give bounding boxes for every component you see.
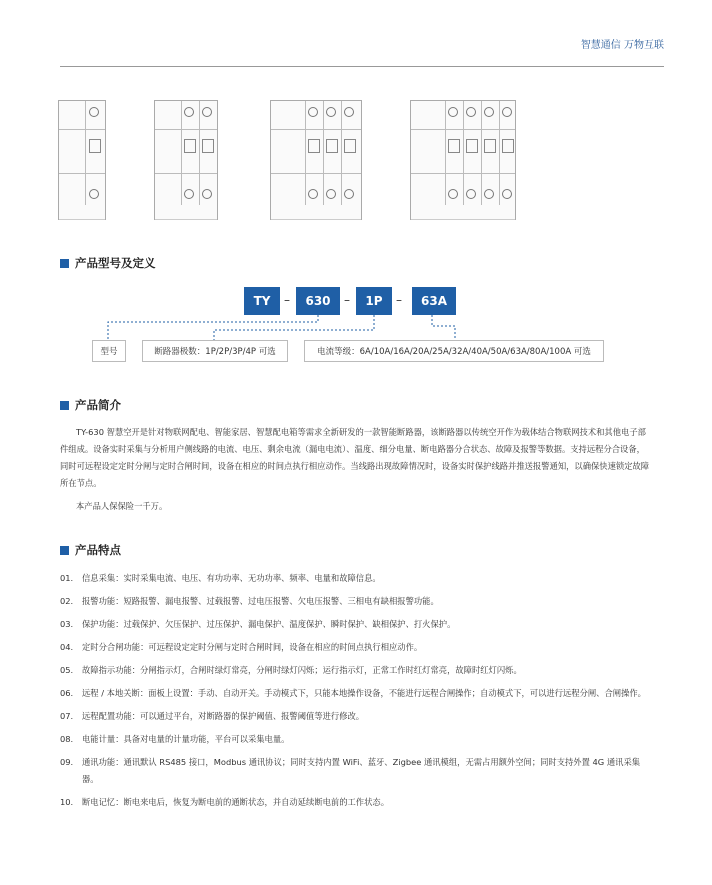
section-marker bbox=[60, 259, 69, 268]
feature-number: 10. bbox=[60, 797, 74, 807]
list-item bbox=[60, 754, 652, 788]
feature-number: 06. bbox=[60, 688, 74, 698]
breaker-drawing-4p bbox=[410, 100, 516, 220]
feature-text: 定时分合闸功能：可远程设定定时分闸与定时合闸时间，设备在相应的时间点执行相应动作。 bbox=[82, 642, 423, 652]
model-separator: – bbox=[284, 293, 290, 307]
list-item bbox=[60, 794, 652, 811]
feature-number: 01. bbox=[60, 573, 74, 583]
feature-list bbox=[60, 570, 652, 817]
feature-text: 远程 / 本地关断：面板上设置：手动、自动开关。手动模式下，只能本地操作设备，不能进行远程合闸操作；自动模式下，可以进行远程分闸、合闸操作。 bbox=[82, 688, 646, 698]
section-marker bbox=[60, 401, 69, 410]
feature-text: 信息采集：实时采集电流、电压、有功功率、无功功率、频率、电量和故障信息。 bbox=[82, 573, 381, 583]
feature-text: 故障指示功能：分闸指示灯，合闸时绿灯常亮，分闸时绿灯闪烁；运行指示灯，正常工作时红灯常亮，故障时红灯闪烁。 bbox=[82, 665, 522, 675]
feature-text: 报警功能：短路报警、漏电报警、过载报警、过电压报警、欠电压报警、三相电有缺相报警功能。 bbox=[82, 596, 439, 606]
feature-text: 电能计量：具备对电量的计量功能，平台可以采集电量。 bbox=[82, 734, 290, 744]
feature-text: 通讯功能：通讯默认 RS485 接口，Modbus 通讯协议；同时支持内置 WiFi、蓝牙、Zigbee 通讯模组，无需占用额外空间；同时支持外置 4G 通讯采集器。 bbox=[82, 757, 641, 784]
intro-paragraph-1: TY-630 智慧空开是针对物联网配电、智能家居、智慧配电箱等需求全新研发的一款智能断路器，该断路器以传统空开作为载体结合物联网技术和其他电子部件组成。设备实时采集与分析用户侧线路的电流、电压、剩余电流（漏电电流）、温度、细分电量、断电路器分合状态、故障及报警等数据。支持远程分合设备，同时可远程设定定时分闸与定时合闸时间，设备在相应的时间点执行相应动作。当线路出现故障情况时，设备实时保护线路并推送报警通知，以确保快速锁定故障所在节点。 bbox=[60, 427, 650, 488]
list-item bbox=[60, 685, 652, 702]
intro-paragraph-2: 本产品人保保险一千万。 bbox=[76, 501, 168, 511]
model-part-series: TY bbox=[244, 287, 280, 315]
definition-current: 电流等级：6A/10A/16A/20A/25A/32A/40A/50A/63A/80A/100A 可选 bbox=[304, 340, 604, 362]
list-item bbox=[60, 731, 652, 748]
list-item bbox=[60, 593, 652, 610]
feature-number: 07. bbox=[60, 711, 74, 721]
model-part-current: 63A bbox=[412, 287, 456, 315]
model-part-poles: 1P bbox=[356, 287, 392, 315]
model-part-number: 630 bbox=[296, 287, 340, 315]
header-divider bbox=[60, 66, 664, 67]
feature-text: 保护功能：过载保护、欠压保护、过压保护、漏电保护、温度保护、瞬时保护、缺相保护、打火保护。 bbox=[82, 619, 456, 629]
feature-text: 断电记忆：断电来电后，恢复为断电前的通断状态，并自动延续断电前的工作状态。 bbox=[82, 797, 389, 807]
section-marker bbox=[60, 546, 69, 555]
section-title-features bbox=[60, 542, 121, 558]
list-item bbox=[60, 570, 652, 587]
feature-number: 05. bbox=[60, 665, 74, 675]
breaker-drawing-2p bbox=[154, 100, 218, 220]
section-title-model-text: 产品型号及定义 bbox=[75, 256, 156, 270]
model-separator: – bbox=[344, 293, 350, 307]
section-title-intro-text: 产品简介 bbox=[75, 398, 121, 412]
feature-text: 远程配置功能：可以通过平台，对断路器的保护阈值、报警阈值等进行修改。 bbox=[82, 711, 365, 721]
definition-model-label: 型号 bbox=[92, 340, 126, 362]
model-separator: – bbox=[396, 293, 402, 307]
feature-number: 08. bbox=[60, 734, 74, 744]
list-item bbox=[60, 616, 652, 633]
section-title-intro bbox=[60, 397, 121, 413]
list-item bbox=[60, 708, 652, 725]
header-tag: 智慧通信 万物互联 bbox=[580, 40, 664, 51]
section-title-model bbox=[60, 255, 156, 271]
feature-number: 09. bbox=[60, 757, 74, 767]
feature-number: 04. bbox=[60, 642, 74, 652]
feature-number: 02. bbox=[60, 596, 74, 606]
breaker-drawing-3p bbox=[270, 100, 362, 220]
feature-number: 03. bbox=[60, 619, 74, 629]
intro-text bbox=[60, 424, 652, 515]
breaker-drawings bbox=[58, 100, 528, 225]
list-item bbox=[60, 639, 652, 656]
definition-poles: 断路器极数：1P/2P/3P/4P 可选 bbox=[142, 340, 288, 362]
list-item bbox=[60, 662, 652, 679]
section-title-features-text: 产品特点 bbox=[75, 543, 121, 557]
breaker-drawing-1p bbox=[58, 100, 106, 220]
